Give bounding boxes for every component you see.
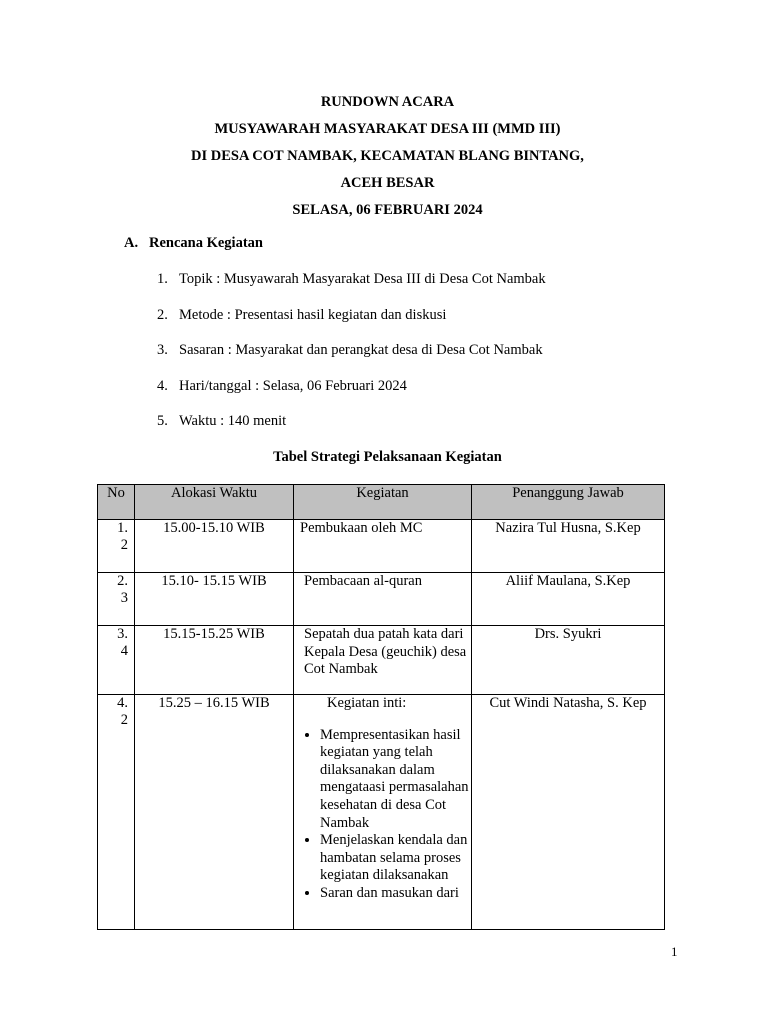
section-letter: A. [124,235,139,251]
bullet-item: • Saran dan masukan dari [320,885,469,903]
list-number: 5. [157,413,168,429]
table-row [98,695,665,930]
title-line: MUSYAWARAH MASYARAKAT DESA III (MMD III) [214,121,561,137]
list-text: Sasaran : Masyarakat dan perangkat desa di Desa Cot Nambak [179,342,543,358]
title-line: ACEH BESAR [340,175,435,191]
list-number: 2. [157,306,168,323]
cell-no: 2. 3 [98,573,135,626]
cell-kegiatan [294,695,472,930]
bullet-item: • Mempresentasikan hasil kegiatan yang telah dilaksanakan dalam mengataasi permasalahan kesehatan di desa Cot Nambak [320,727,469,833]
list-text: Metode : Presentasi hasil kegiatan dan diskusi [179,306,447,323]
strategy-table [97,484,665,930]
table-header-row [98,485,665,520]
section-title: Rencana Kegiatan [149,235,263,251]
cell-waktu: 15.10- 15.15 WIB [135,573,294,626]
list-item [157,270,546,306]
table-row [98,626,665,695]
list-number: 3. [157,342,168,358]
table-row [98,520,665,573]
cell-pj: Drs. Syukri [472,626,665,695]
cell-kegiatan: Pembukaan oleh MC [294,520,472,573]
header-penanggung-jawab: Penanggung Jawab [472,485,665,520]
table-row [98,573,665,626]
header-kegiatan: Kegiatan [294,485,472,520]
cell-no: 1. 2 [98,520,135,573]
title-line: RUNDOWN ACARA [320,94,455,110]
cell-no: 3. 4 [98,626,135,695]
cell-pj: Cut Windi Natasha, S. Kep [472,695,665,930]
document-title [0,91,768,226]
title-line: SELASA, 06 FEBRUARI 2024 [292,202,483,218]
cell-pj: Aliif Maulana, S.Kep [472,573,665,626]
title-line: DI DESA COT NAMBAK, KECAMATAN BLANG BINTANG, [191,148,584,164]
cell-no: 4. 2 [98,695,135,930]
list-item [157,306,546,342]
header-alokasi-waktu: Alokasi Waktu [135,485,294,520]
cell-pj: Nazira Tul Husna, S.Kep [472,520,665,573]
page-number: 1 [671,944,678,959]
cell-waktu: 15.25 – 16.15 WIB [135,695,294,930]
cell-waktu: 15.15-15.25 WIB [135,626,294,695]
list-text: Waktu : 140 menit [179,413,287,429]
list-number: 1. [157,271,168,287]
list-text: Hari/tanggal : Selasa, 06 Februari 2024 [179,377,407,394]
bullet-item: • Menjelaskan kendala dan hambatan selama proses kegiatan dilaksanakan [320,832,469,885]
list-number: 4. [157,377,168,394]
table-caption: Tabel Strategi Pelaksanaan Kegiatan [273,449,502,465]
kegiatan-inti-label: Kegiatan inti: [327,695,407,711]
cell-waktu: 15.00-15.10 WIB [135,520,294,573]
header-no: No [98,485,135,520]
cell-kegiatan: Sepatah dua patah kata dari Kepala Desa (geuchik) desa Cot Nambak [294,626,472,695]
list-item [157,377,546,413]
cell-kegiatan: Pembacaan al-quran [294,573,472,626]
section-heading [124,235,263,252]
list-item [157,341,546,377]
list-item [157,412,546,448]
list-text: Topik : Musyawarah Masyarakat Desa III di Desa Cot Nambak [179,271,546,287]
kegiatan-bullet-list [300,727,469,903]
plan-list [157,270,546,448]
